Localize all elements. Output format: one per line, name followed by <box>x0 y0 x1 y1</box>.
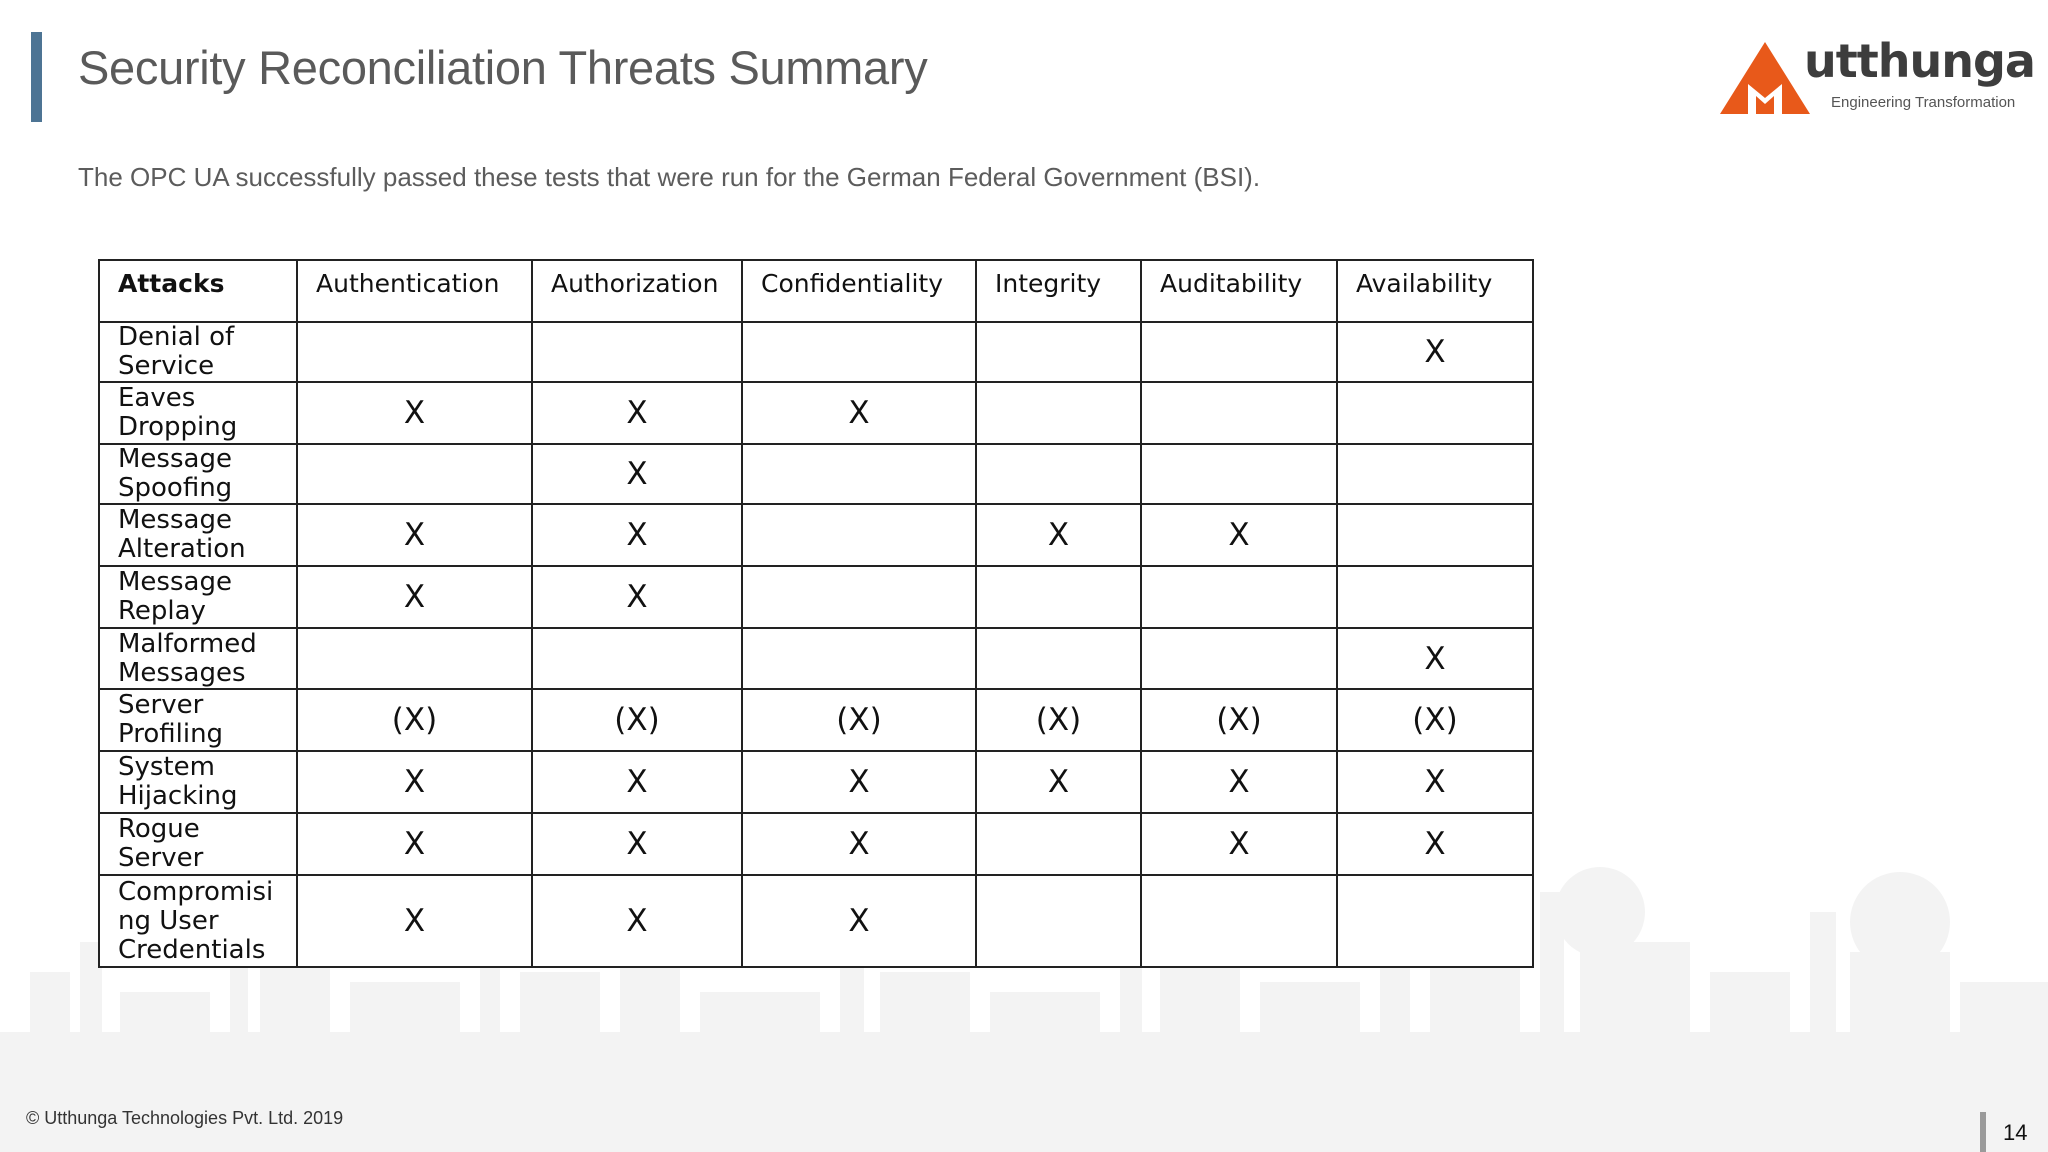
threat-mark-cell: X <box>297 875 532 967</box>
threat-mark-cell: X <box>742 751 976 813</box>
threat-mark-cell: X <box>1141 751 1337 813</box>
attack-name-cell: Rogue Server <box>99 813 297 875</box>
threat-mark-cell <box>976 322 1141 382</box>
column-header: Attacks <box>99 260 297 322</box>
table-row <box>99 689 1533 751</box>
table-row <box>99 322 1533 382</box>
title-accent-bar <box>31 32 42 122</box>
threat-mark-cell: X <box>976 751 1141 813</box>
attack-name-cell: Eaves Dropping <box>99 382 297 444</box>
threat-mark-cell: X <box>1337 751 1533 813</box>
attack-name-cell: Message Alteration <box>99 504 297 566</box>
threat-mark-cell: (X) <box>1337 689 1533 751</box>
table-row <box>99 382 1533 444</box>
threat-mark-cell: X <box>1141 504 1337 566</box>
threat-mark-cell: X <box>1337 628 1533 689</box>
table-row <box>99 875 1533 967</box>
threat-mark-cell: X <box>297 504 532 566</box>
threat-mark-cell <box>976 444 1141 504</box>
threat-mark-cell <box>1337 504 1533 566</box>
threat-mark-cell <box>1141 875 1337 967</box>
threat-mark-cell: X <box>532 813 742 875</box>
column-header: Integrity <box>976 260 1141 322</box>
table-row <box>99 813 1533 875</box>
threat-mark-cell: X <box>1141 813 1337 875</box>
threat-mark-cell: X <box>532 566 742 628</box>
attack-name-cell: Message Spoofing <box>99 444 297 504</box>
threat-mark-cell: X <box>532 504 742 566</box>
threat-mark-cell: X <box>742 875 976 967</box>
threat-mark-cell: X <box>297 751 532 813</box>
page-number: 14 <box>2003 1120 2028 1145</box>
threat-mark-cell: X <box>297 813 532 875</box>
threat-mark-cell: (X) <box>1141 689 1337 751</box>
threat-mark-cell <box>742 322 976 382</box>
attack-name-cell: System Hijacking <box>99 751 297 813</box>
threat-mark-cell: X <box>297 382 532 444</box>
page-subtitle: The OPC UA successfully passed these tests that were run for the German Federal Government (BSI). <box>78 162 1261 192</box>
table-row <box>99 444 1533 504</box>
attack-name-cell: Denial of Service <box>99 322 297 382</box>
threat-mark-cell <box>297 444 532 504</box>
threat-mark-cell <box>297 322 532 382</box>
threat-mark-cell: (X) <box>742 689 976 751</box>
threat-mark-cell <box>1141 382 1337 444</box>
attack-name-cell: Message Replay <box>99 566 297 628</box>
threat-mark-cell <box>1337 875 1533 967</box>
threat-mark-cell: X <box>532 382 742 444</box>
threat-mark-cell: X <box>1337 322 1533 382</box>
threat-mark-cell <box>976 813 1141 875</box>
attack-name-cell: Compromisi ng User Credentials <box>99 875 297 967</box>
threat-mark-cell <box>742 444 976 504</box>
threat-mark-cell <box>976 382 1141 444</box>
table-row <box>99 504 1533 566</box>
copyright-footer: © Utthunga Technologies Pvt. Ltd. 2019 <box>26 1108 344 1128</box>
threat-mark-cell <box>1337 382 1533 444</box>
threat-mark-cell <box>1337 444 1533 504</box>
threat-mark-cell: X <box>742 382 976 444</box>
threat-mark-cell: X <box>742 813 976 875</box>
threat-mark-cell: X <box>532 751 742 813</box>
threat-mark-cell <box>532 628 742 689</box>
threat-mark-cell <box>1141 322 1337 382</box>
threat-mark-cell <box>976 566 1141 628</box>
logo-tagline: Engineering Transformation <box>1831 94 2016 111</box>
table-row <box>99 751 1533 813</box>
column-header: Authorization <box>532 260 742 322</box>
attack-name-cell: Server Profiling <box>99 689 297 751</box>
threat-mark-cell <box>742 566 976 628</box>
threat-mark-cell <box>1141 566 1337 628</box>
column-header: Confidentiality <box>742 260 976 322</box>
threat-mark-cell <box>742 504 976 566</box>
threat-mark-cell: (X) <box>532 689 742 751</box>
threat-mark-cell: X <box>532 875 742 967</box>
threat-mark-cell <box>532 322 742 382</box>
threat-mark-cell <box>1141 628 1337 689</box>
threat-mark-cell: X <box>532 444 742 504</box>
table-row <box>99 566 1533 628</box>
threat-mark-cell <box>1141 444 1337 504</box>
attack-name-cell: Malformed Messages <box>99 628 297 689</box>
page-number-bar <box>1980 1112 1986 1152</box>
table-row <box>99 628 1533 689</box>
logo-wordmark: utthunga <box>1804 34 2035 88</box>
page-title: Security Reconciliation Threats Summary <box>78 41 928 94</box>
column-header: Availability <box>1337 260 1533 322</box>
column-header: Auditability <box>1141 260 1337 322</box>
threat-mark-cell: (X) <box>976 689 1141 751</box>
threat-mark-cell <box>742 628 976 689</box>
threat-mark-cell <box>1337 566 1533 628</box>
threat-mark-cell <box>297 628 532 689</box>
threat-mark-cell: (X) <box>297 689 532 751</box>
threat-mark-cell: X <box>1337 813 1533 875</box>
threats-table-container <box>98 259 1534 968</box>
column-header: Authentication <box>297 260 532 322</box>
logo-mark-icon <box>1718 38 1818 118</box>
threats-table <box>98 259 1534 968</box>
table-header-row <box>99 260 1533 322</box>
threat-mark-cell <box>976 875 1141 967</box>
threat-mark-cell <box>976 628 1141 689</box>
company-logo <box>1718 34 2035 118</box>
threat-mark-cell: X <box>976 504 1141 566</box>
threat-mark-cell: X <box>297 566 532 628</box>
